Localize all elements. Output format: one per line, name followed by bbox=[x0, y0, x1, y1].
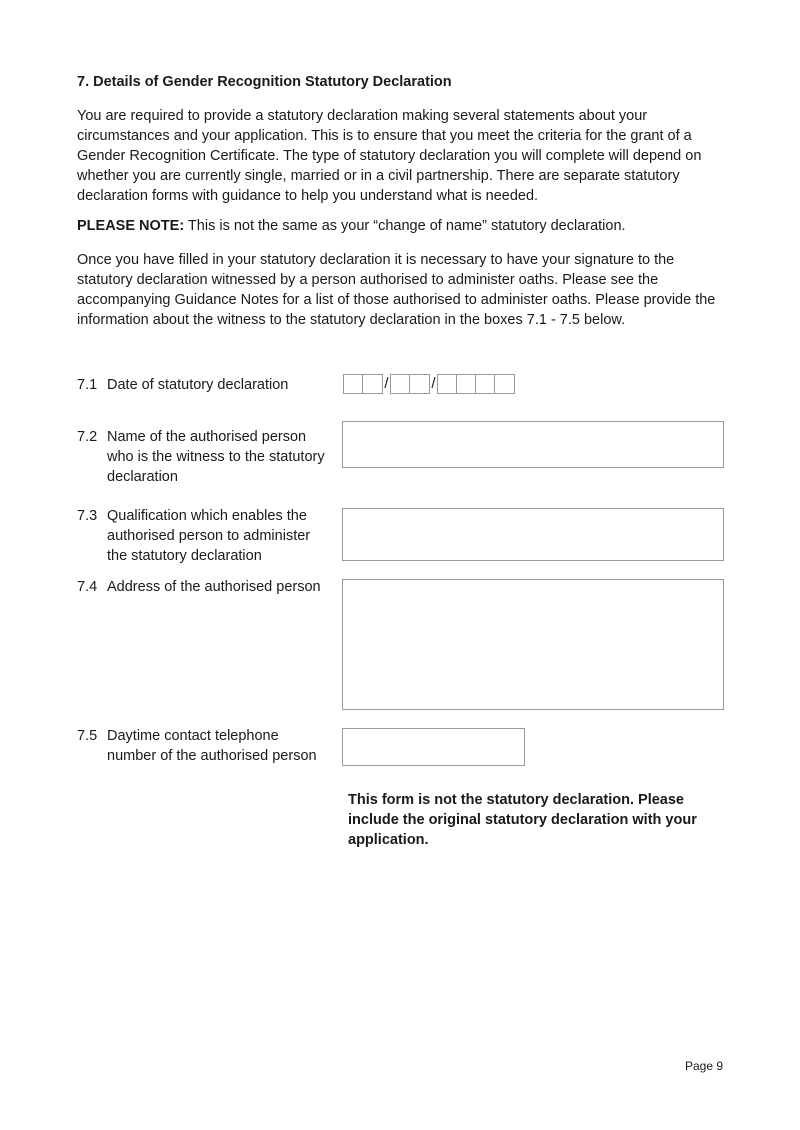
year-digit-3-input[interactable] bbox=[476, 375, 495, 393]
date-of-declaration-field bbox=[343, 374, 515, 394]
question-number-7-3: 7.3 bbox=[77, 508, 98, 524]
form-note: This form is not the statutory declaration. Please include the original statutory declaration with your application. bbox=[348, 792, 697, 848]
day-input-group bbox=[343, 374, 383, 394]
telephone-input[interactable] bbox=[342, 728, 525, 766]
year-digit-4-input[interactable] bbox=[495, 375, 514, 393]
please-note-text: This is not the same as your “change of name” statutory declaration. bbox=[184, 218, 626, 234]
year-input-group bbox=[437, 374, 515, 394]
day-digit-2-input[interactable] bbox=[363, 375, 382, 393]
month-digit-2-input[interactable] bbox=[410, 375, 429, 393]
month-input-group bbox=[390, 374, 430, 394]
witness-paragraph: Once you have filled in your statutory declaration it is necessary to have your signature to the statutory declaration witnessed by a person authorised to administer oaths. Please see the accompanying Guidance Notes for a list of those authorised to administer oaths. Please provide the information about the witness to the statutory declaration in the boxes 7.1 - 7.5 below. bbox=[77, 252, 716, 328]
authorised-person-address-input[interactable] bbox=[342, 579, 724, 710]
please-note-paragraph bbox=[77, 216, 717, 236]
month-digit-1-input[interactable] bbox=[391, 375, 410, 393]
authorised-person-name-input[interactable] bbox=[342, 421, 724, 468]
page-number: Page 9 bbox=[685, 1059, 724, 1073]
year-digit-1-input[interactable] bbox=[438, 375, 457, 393]
date-separator: / bbox=[384, 375, 389, 392]
question-number-7-2: 7.2 bbox=[77, 429, 98, 445]
question-label-7-4: Address of the authorised person bbox=[107, 579, 321, 595]
section-title: 7. Details of Gender Recognition Statutory Declaration bbox=[77, 74, 452, 90]
question-number-7-1: 7.1 bbox=[77, 377, 98, 393]
question-number-7-5: 7.5 bbox=[77, 728, 98, 744]
year-digit-2-input[interactable] bbox=[457, 375, 476, 393]
intro-paragraph: You are required to provide a statutory declaration making several statements about your circumstances and your application. This is to ensure that you meet the criteria for the grant of a Gender Recognition Certificate. The type of statutory declaration you will complete will depend on whether you are currently single, married or in a civil partnership. There are separate statutory declaration forms with guidance to help you understand what is needed. bbox=[77, 108, 702, 204]
please-note-label: PLEASE NOTE: bbox=[77, 218, 185, 234]
day-digit-1-input[interactable] bbox=[344, 375, 363, 393]
date-separator: / bbox=[431, 375, 436, 392]
qualification-input[interactable] bbox=[342, 508, 724, 561]
question-label-7-1: Date of statutory declaration bbox=[107, 377, 289, 393]
question-label-7-5: Daytime contact telephone number of the authorised person bbox=[107, 728, 317, 764]
question-label-7-2: Name of the authorised person who is the witness to the statutory declaration bbox=[107, 429, 325, 485]
question-number-7-4: 7.4 bbox=[77, 579, 98, 595]
question-label-7-3: Qualification which enables the authorised person to administer the statutory declaration bbox=[107, 508, 311, 564]
